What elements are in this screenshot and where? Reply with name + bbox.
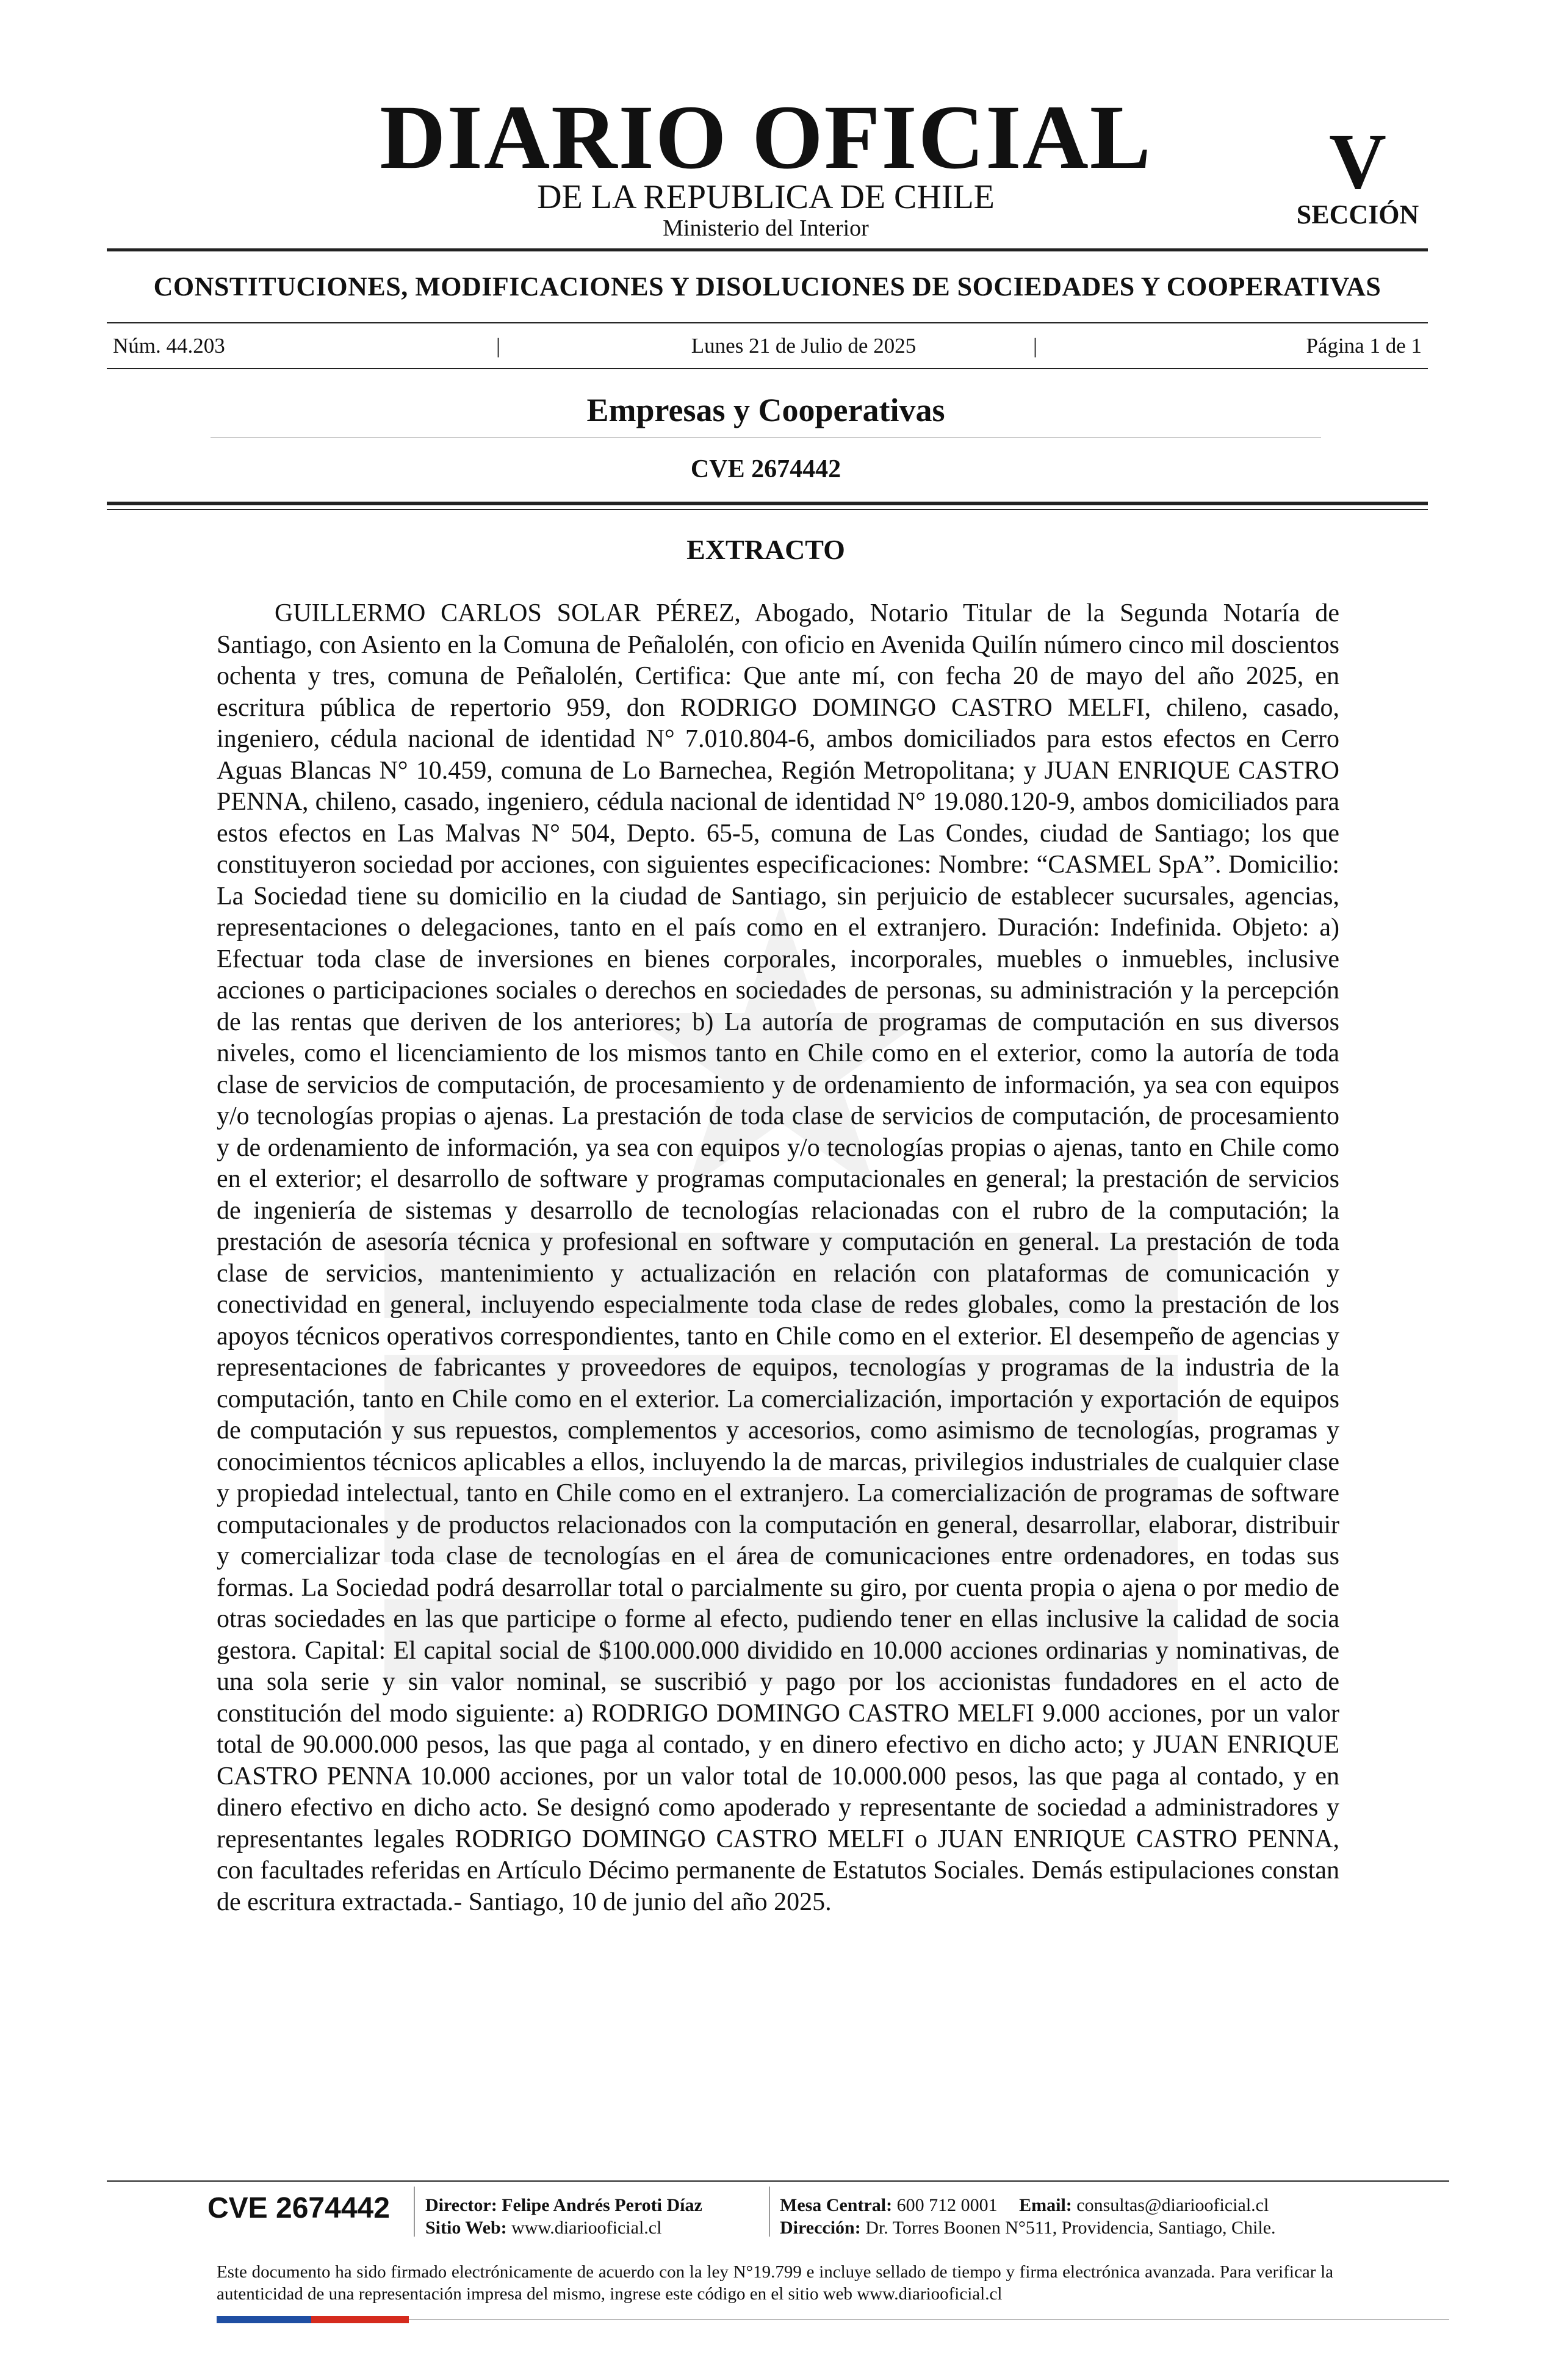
electronic-signature-notice: Este documento ha sido firmado electrónicamente de acuerdo con la ley N°19.799 e incluye sellado de tiempo y firma electrónica avanzada. Para verificar la autenticidad de una representación impresa del mismo, ingrese este código en el sitio web www.diariooficial.cl bbox=[217, 2262, 1333, 2304]
section-label: SECCIÓN bbox=[1296, 200, 1419, 229]
director-name: Felipe Andrés Peroti Díaz bbox=[502, 2195, 702, 2215]
cve-code: CVE 2674442 bbox=[690, 455, 841, 483]
info-divider bbox=[107, 368, 1428, 369]
website-link[interactable]: www.diariooficial.cl bbox=[511, 2218, 662, 2238]
document-title: EXTRACTO bbox=[686, 534, 845, 565]
publication-category: CONSTITUCIONES, MODIFICACIONES Y DISOLUCIONES DE SOCIEDADES Y COOPERATIVAS bbox=[153, 272, 1381, 301]
email-link[interactable]: consultas@diariooficial.cl bbox=[1076, 2195, 1269, 2215]
info-separator: | bbox=[496, 334, 501, 358]
newspaper-title: DIARIO OFICIAL bbox=[380, 87, 1152, 188]
address-text: Dr. Torres Boonen N°511, Providencia, Santiago, Chile. bbox=[865, 2218, 1276, 2238]
masthead-divider bbox=[107, 248, 1428, 251]
category-divider bbox=[107, 322, 1428, 323]
website-label: Sitio Web: bbox=[425, 2218, 507, 2238]
email-label: Email: bbox=[1019, 2195, 1072, 2215]
footer-divider bbox=[107, 2180, 1449, 2182]
newspaper-subtitle: DE LA REPUBLICA DE CHILE bbox=[537, 178, 995, 216]
section-letter: V bbox=[1329, 118, 1386, 206]
address-line bbox=[780, 2219, 1276, 2237]
issue-number: Núm. 44.203 bbox=[113, 334, 225, 358]
address-label: Dirección: bbox=[780, 2218, 861, 2238]
phone-number: 600 712 0001 bbox=[896, 2195, 998, 2215]
flag-stripe-blue bbox=[217, 2316, 311, 2323]
page-number: Página 1 de 1 bbox=[1306, 334, 1422, 358]
website-line bbox=[425, 2219, 661, 2237]
heading-underline bbox=[211, 437, 1321, 438]
footer-bottom-rule bbox=[409, 2319, 1449, 2320]
director-line bbox=[425, 2196, 702, 2215]
info-separator: | bbox=[1033, 334, 1038, 358]
phone-label: Mesa Central: bbox=[780, 2195, 893, 2215]
contact-line bbox=[780, 2196, 1269, 2215]
director-label: Director: bbox=[425, 2195, 497, 2215]
section-heading: Empresas y Cooperativas bbox=[586, 392, 945, 428]
extract-body: GUILLERMO CARLOS SOLAR PÉREZ, Abogado, Notario Titular de la Segunda Notaría de Santiago, con Asiento en la Comuna de Peñalolén, con oficio en Avenida Quilín número cinco mil doscientos ochenta y tres, comuna de Peñalolén, Certifica: Que ante mí, con fecha 20 de mayo del año 2025, en escritura pública de repertorio 959, don RODRIGO DOMINGO CASTRO MELFI, chileno, casado, ingeniero, cédula nacional de identidad N° 7.010.804-6, ambos domiciliados para estos efectos en Cerro Aguas Blancas N° 10.459, comuna de Lo Barnechea, Región Metropolitana; y JUAN ENRIQUE CASTRO PENNA, chileno, casado, ingeniero, cédula nacional de identidad N° 19.080.120-9, ambos domiciliados para estos efectos en Las Malvas N° 504, Depto. 65-5, comuna de Las Condes, ciudad de Santiago; los que constituyeron sociedad por acciones, con siguientes especificaciones: Nombre: “CASMEL SpA”. Domicilio: La Sociedad tiene su domicilio en la ciudad de Santiago, sin perjuicio de establecer sucursales, agencias, representaciones o delegaciones, tanto en el país como en el extranjero. Duración: Indefinida. Objeto: a) Efectuar toda clase de inversiones en bienes corporales, incorporales, muebles o inmuebles, inclusive acciones o participaciones sociales o derechos en sociedades de personas, su administración y la percepción de las rentas que deriven de los anteriores; b) La autoría de programas de computación en sus diversos niveles, como el licenciamiento de los mismos tanto en Chile como en el exterior, como la autoría de toda clase de servicios de computación, de procesamiento y de ordenamiento de información, ya sea con equipos y/o tecnologías propias o ajenas. La prestación de toda clase de servicios de computación, de procesamiento y de ordenamiento de información, ya sea con equipos y/o tecnologías propias o ajenas, tanto en Chile como en el exterior; el desarrollo de software y programas computacionales en general; la prestación de servicios de ingeniería de sistemas y desarrollo de tecnologías relacionadas con el rubro de la computación; la prestación de asesoría técnica y profesional en software y computación en general. La prestación de toda clase de servicios, mantenimiento y actualización en relación con plataformas de comunicación y conectividad en general, incluyendo especialmente toda clase de redes globales, como la prestación de los apoyos técnicos operativos correspondientes, tanto en Chile como en el exterior. El desempeño de agencias y representaciones de fabricantes y proveedores de equipos, tecnologías y programas de la industria de la computación, tanto en Chile como en el exterior. La comercialización, importación y exportación de equipos de computación y sus repuestos, complementos y accesorios, como asimismo de tecnologías, programas y conocimientos técnicos aplicables a ellos, incluyendo la de marcas, privilegios industriales de cualquier clase y propiedad intelectual, tanto en Chile como en el extranjero. La comercialización de programas de software computacionales y de productos relacionados con la computación en general, desarrollar, elaborar, distribuir y comercializar toda clase de tecnologías en el área de comunicaciones entre ordenadores, en todas sus formas. La Sociedad podrá desarrollar total o parcialmente su giro, por cuenta propia o ajena o por medio de otras sociedades en las que participe o forme al efecto, pudiendo tener en ellas inclusive la calidad de socia gestora. Capital: El capital social de $100.000.000 dividido en 10.000 acciones ordinarias y nominativas, de una sola serie y sin valor nominal, se suscribió y pago por los accionistas fundadores en el acto de constitución del modo siguiente: a) RODRIGO DOMINGO CASTRO MELFI 9.000 acciones, por un valor total de 90.000.000 pesos, las que paga al contado, y en dinero efectivo en dicho acto; y JUAN ENRIQUE CASTRO PENNA 10.000 acciones, por un valor total de 10.000.000 pesos, las que paga al contado, y en dinero efectivo en dicho acto. Se designó como apoderado y representante de sociedad a administradores y representantes legales RODRIGO DOMINGO CASTRO MELFI o JUAN ENRIQUE CASTRO PENNA, con facultades referidas en Artículo Décimo permanente de Estatutos Sociales. Demás estipulaciones constan de escritura extractada.- Santiago, 10 de junio del año 2025. bbox=[217, 599, 1339, 1916]
footer-cve-code: CVE 2674442 bbox=[207, 2192, 390, 2224]
flag-stripe-red bbox=[311, 2316, 409, 2323]
footer-separator bbox=[414, 2187, 415, 2237]
ministry-name: Ministerio del Interior bbox=[663, 215, 869, 241]
issue-date: Lunes 21 de Julio de 2025 bbox=[691, 334, 917, 358]
footer-separator bbox=[769, 2187, 770, 2237]
double-rule-top bbox=[107, 502, 1428, 505]
double-rule-bottom bbox=[107, 509, 1428, 510]
